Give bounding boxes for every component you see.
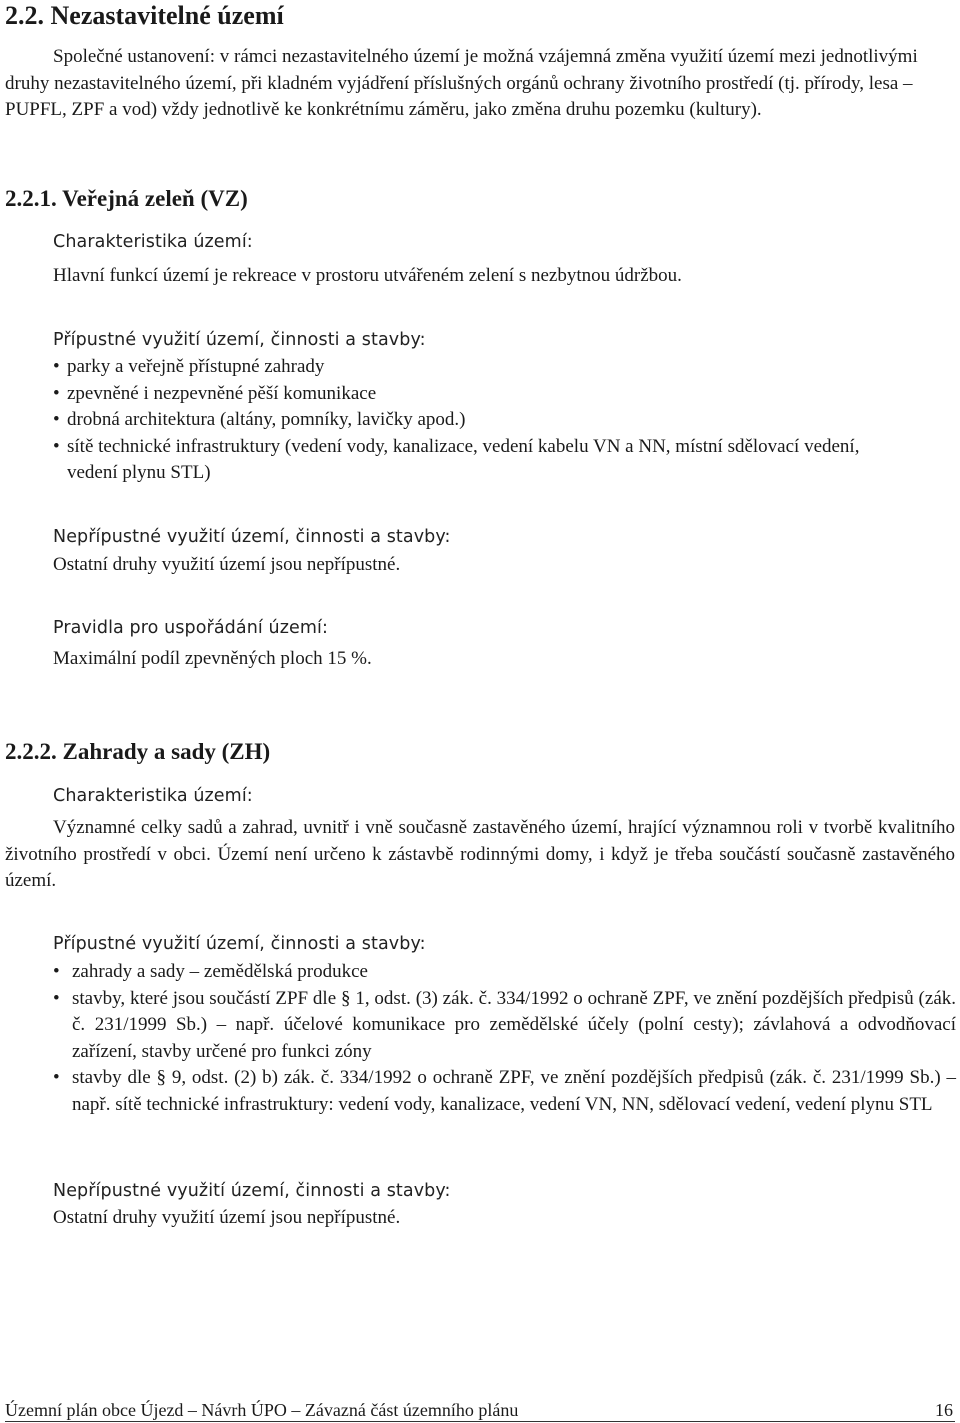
list-item: • parky a veřejně přístupné zahrady xyxy=(53,354,913,381)
list-item: • stavby, které jsou součástí ZPF dle § 1, odst. (3) zák. č. 334/1992 o ochraně ZPF, ve znění pozdějších předpisů (zák. č. 231/1999 Sb.) – např. účelové komunikace pro zemědělské účely (polní cesty); závlahová a odvodňovací zařízení, stavby určené pro funkci zóny xyxy=(53,987,956,1062)
vz-char-text: Hlavní funkcí území je rekreace v prostoru utvářeném zelení s nezbytnou údržbou. xyxy=(53,265,682,286)
vz-forbidden-heading: Nepřípustné využití území, činnosti a stavby: xyxy=(53,527,451,547)
vz-rules-text: Maximální podíl zpevněných ploch 15 %. xyxy=(53,648,372,669)
zh-char-text: Významné celky sadů a zahrad, uvnitř i vně současně zastavěného území, hrající významnou roli v tvorbě kvalitního životního prostředí v obci. Území není určeno k zástavbě rodinnými domy, i když je třeba součástí současně zastavěného území. xyxy=(5,817,955,891)
vz-title: 2.2.1. Veřejná zeleň (VZ) xyxy=(5,186,248,211)
list-item: • stavby dle § 9, odst. (2) b) zák. č. 334/1992 o ochraně ZPF, ve znění pozdějších předpisů (zák. č. 231/1999 Sb.) – např. sítě technické infrastruktury: vedení vody, kanalizace, vedení VN, NN, sdělovací vedení, vedení plynu STL xyxy=(53,1067,956,1115)
bullet-icon: • xyxy=(53,1067,60,1088)
zh-forbidden-text: Ostatní druhy využití území jsou nepřípustné. xyxy=(53,1207,401,1228)
bullet-icon: • xyxy=(53,961,60,982)
vz-allowed-heading: Přípustné využití území, činnosti a stavby: xyxy=(53,330,426,350)
section-title: 2.2. Nezastavitelné území xyxy=(5,1,284,30)
bullet-icon: • xyxy=(53,435,60,457)
bullet-icon: • xyxy=(53,987,60,1009)
page-number: 16 xyxy=(935,1400,953,1420)
vz-forbidden-text: Ostatní druhy využití území jsou nepřípustné. xyxy=(53,554,401,575)
page-footer xyxy=(5,1400,955,1421)
zh-char-heading: Charakteristika území: xyxy=(53,786,253,806)
zh-allowed-list xyxy=(53,959,956,1118)
footer-doc-title: Územní plán obce Újezd – Návrh ÚPO – Závazná část územního plánu xyxy=(5,1400,519,1420)
list-item: • zpevněné i nezpevněné pěší komunikace xyxy=(53,381,913,408)
list-item: • sítě technické infrastruktury (vedení vody, kanalizace, vedení kabelu VN a NN, místní sdělovací vedení, vedení plynu STL) xyxy=(53,435,860,483)
list-item: • drobná architektura (altány, pomníky, lavičky apod.) xyxy=(53,407,913,434)
vz-char-heading: Charakteristika území: xyxy=(53,232,253,252)
zh-allowed-heading: Přípustné využití území, činnosti a stavby: xyxy=(53,934,426,954)
vz-allowed-list xyxy=(53,354,913,487)
footer-divider xyxy=(5,1421,955,1422)
bullet-icon: • xyxy=(53,382,60,404)
zh-forbidden-heading: Nepřípustné využití území, činnosti a stavby: xyxy=(53,1181,451,1201)
list-item: • zahrady a sady – zemědělská produkce xyxy=(53,959,956,986)
bullet-icon: • xyxy=(53,356,60,377)
section-intro: Společné ustanovení: v rámci nezastavitelného území je možná vzájemná změna využití území mezi jednotlivými druhy nezastavitelného území, při kladném vyjádření příslušných orgánů ochrany životního prostředí (tj. přírody, lesa – PUPFL, ZPF a vod) vždy jednotlivě ke konkrétnímu záměru, jako změna druhu pozemku (kultury). xyxy=(5,46,918,120)
zh-title: 2.2.2. Zahrady a sady (ZH) xyxy=(5,739,271,764)
bullet-icon: • xyxy=(53,409,60,430)
vz-rules-heading: Pravidla pro uspořádání území: xyxy=(53,618,328,638)
